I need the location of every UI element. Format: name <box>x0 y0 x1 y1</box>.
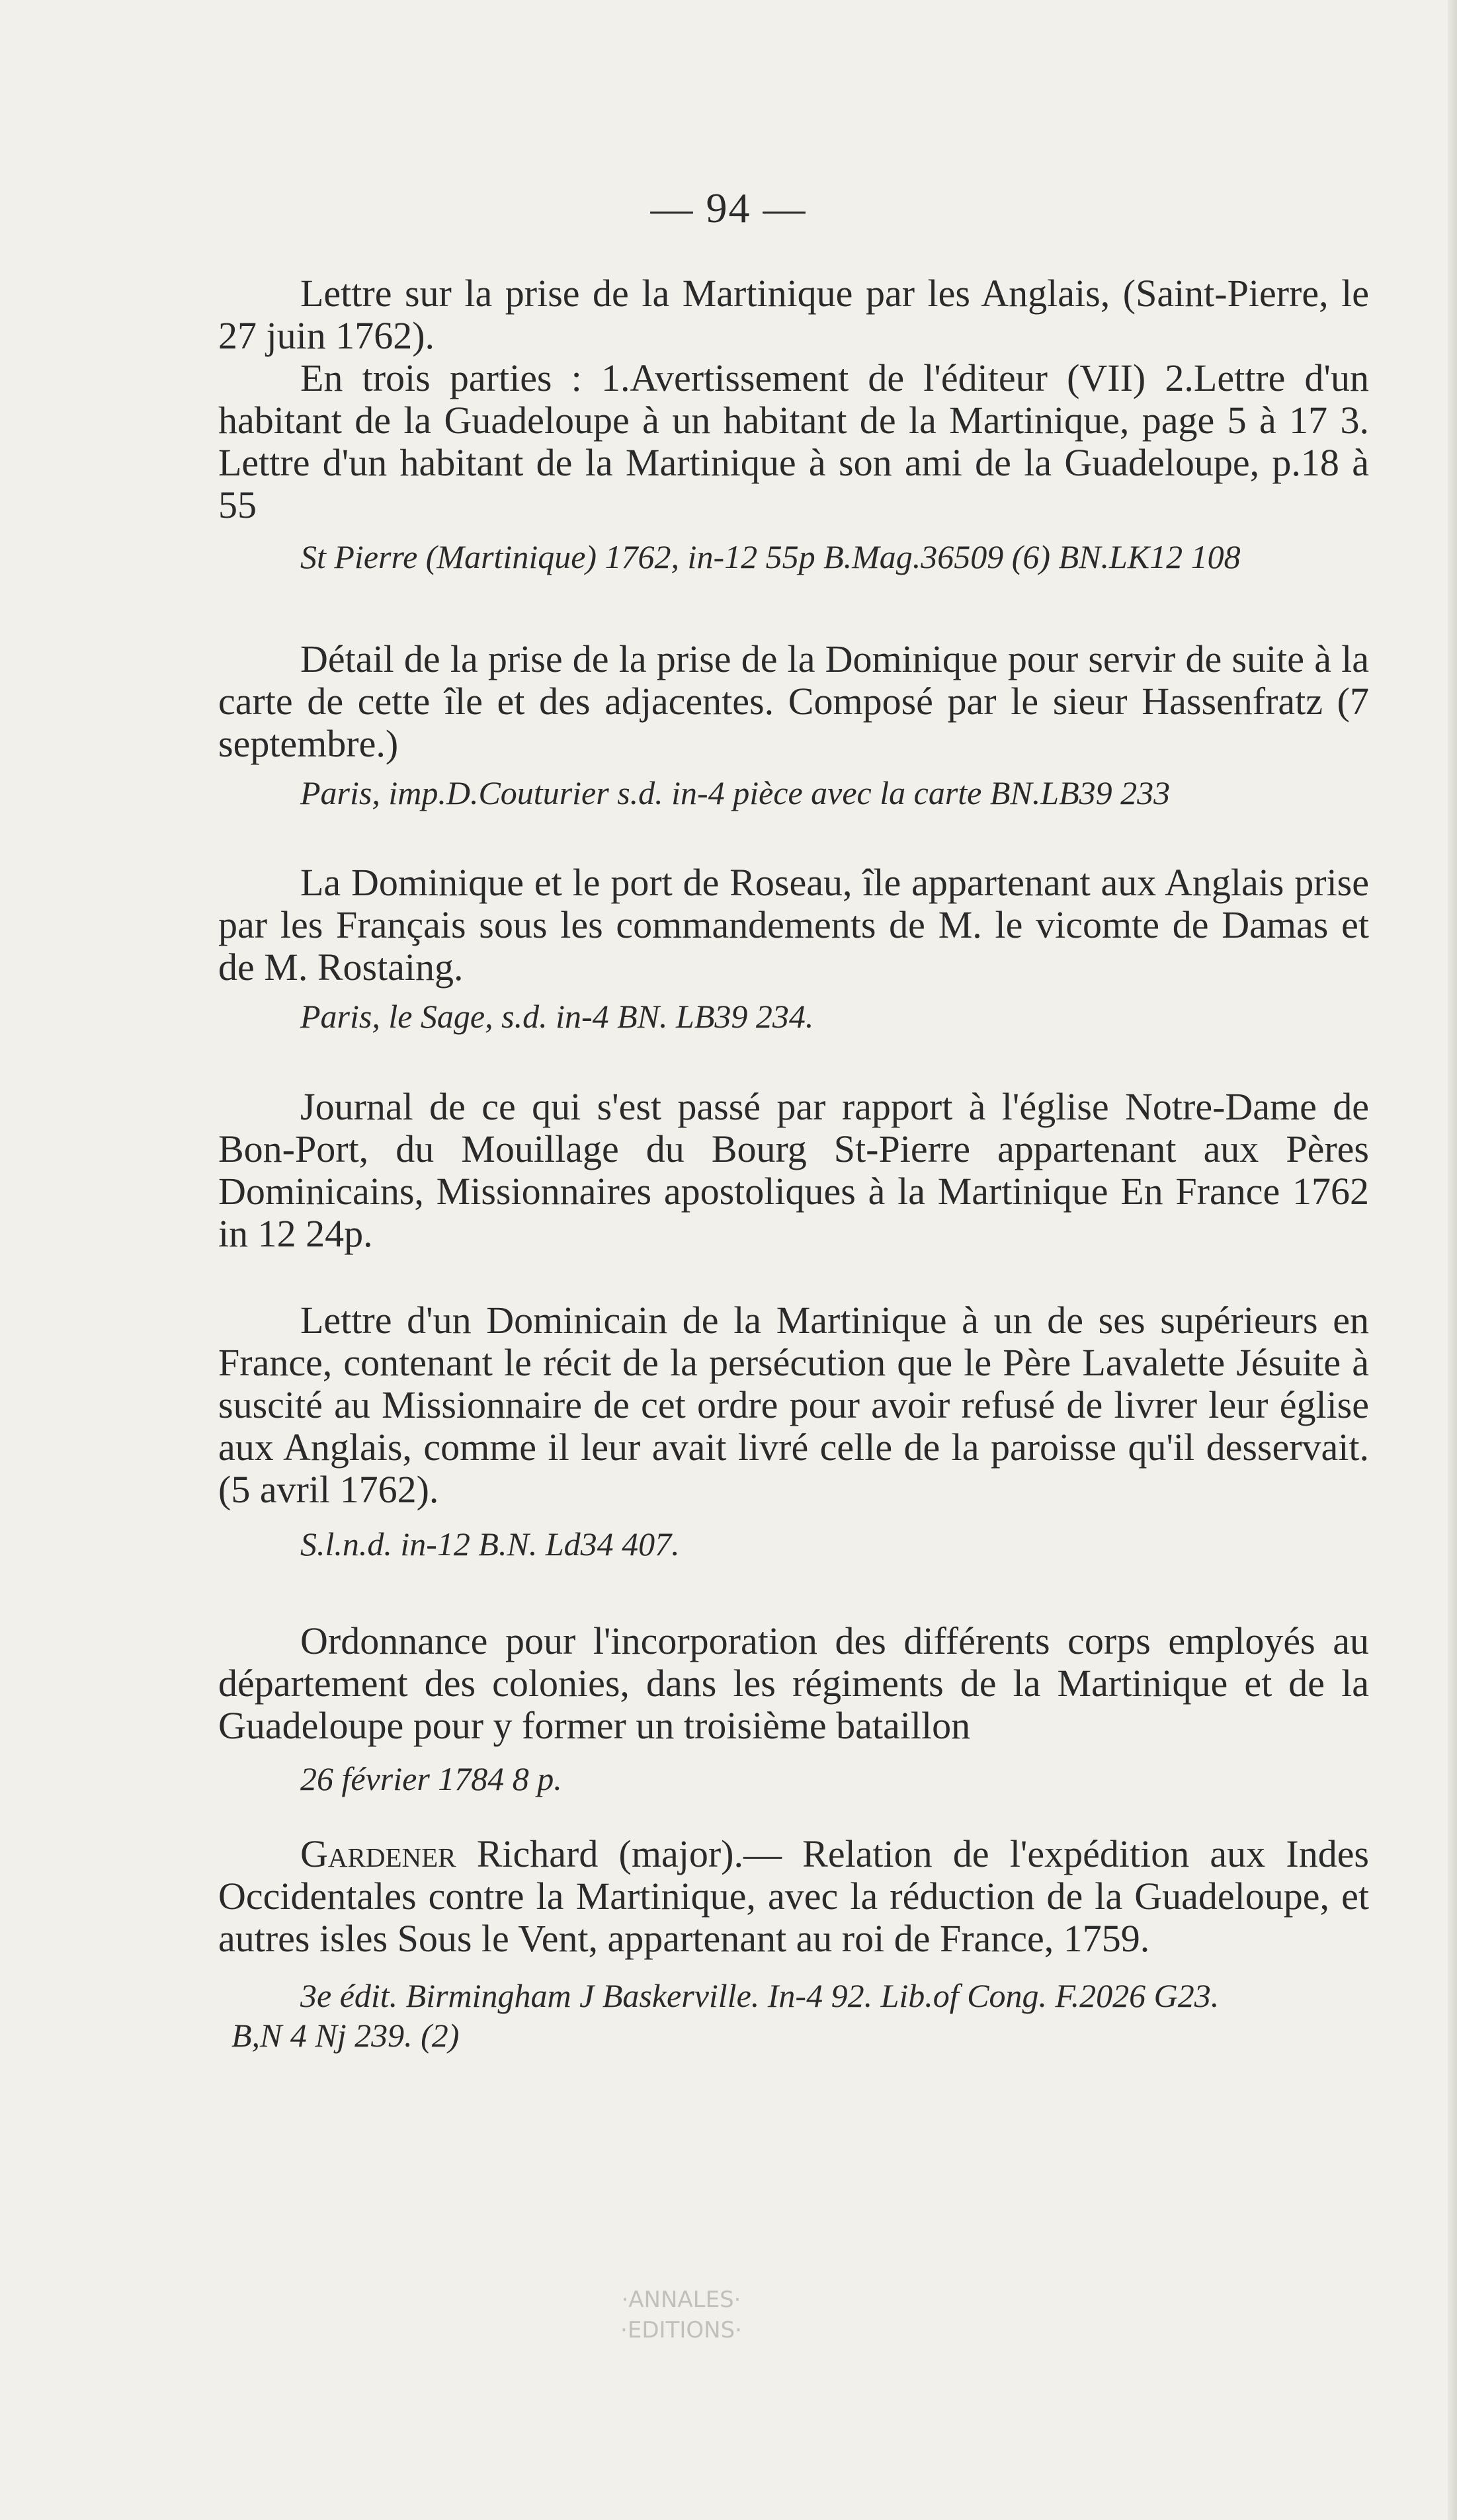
entry-2 <box>218 638 1369 813</box>
entry-7 <box>218 1833 1369 2055</box>
page-number: — 94 — <box>650 184 807 231</box>
stamp-line: ·ANNALES· <box>621 2287 741 2313</box>
entry-text-body: Richard (major).— Relation de l'expédition aux Indes Occidentales contre la Martinique, avec la réduction de la Guadeloupe, et autres isles Sous le Vent, appartenant au roi de France, 1759. <box>218 1832 1370 1960</box>
page-edge <box>1448 0 1457 2520</box>
entry-text <box>218 1833 1369 1960</box>
stamp-line: ·EDITIONS· <box>620 2317 742 2343</box>
entry-text: Lettre d'un Dominicain de la Martinique à un de ses supérieurs en France, contenant le récit de la persécution que le Père Lavalette Jésuite à suscité au Missionnaire de cet ordre pour avoir refusé de livrer leur église aux Anglais, comme il leur avait livré celle de la paroisse qu'il desservait. (5 avril 1762). <box>218 1299 1369 1511</box>
entry-citation: Paris, imp.D.Couturier s.d. in-4 pièce avec la carte BN.LB39 233 <box>300 774 1171 811</box>
entry-citation: St Pierre (Martinique) 1762, in-12 55p B.Mag.36509 (6) BN.LK12 108 <box>300 538 1241 575</box>
entry-citation: 3e édit. Birmingham J Baskerville. In-4 92. Lib.of Cong. F.2026 G23. <box>300 1977 1220 2014</box>
entry-citation: S.l.n.d. in-12 B.N. Ld34 407. <box>300 1525 680 1563</box>
entry-text: Détail de la prise de la prise de la Dominique pour servir de suite à la carte de cette île et des adjacentes. Composé par le sieur Hassenfratz (7 septembre.) <box>218 637 1369 765</box>
entry-text: La Dominique et le port de Roseau, île appartenant aux Anglais prise par les Français sous les commandements de M. le vicomte de Damas et de M. Rostaing. <box>218 861 1369 989</box>
entry-author: Gardener <box>300 1832 456 1875</box>
entry-text: En trois parties : 1.Avertissement de l'éditeur (VII) 2.Lettre d'un habitant de la Guadeloupe à un habitant de la Martinique, page 5 à 17 3. Lettre d'un habitant de la Martinique à son ami de la Guadeloupe, p.18 à 55 <box>218 356 1369 526</box>
entry-text: Ordonnance pour l'incorporation des différents corps employés au département des colonies, dans les régiments de la Martinique et de la Guadeloupe pour y former un troisième bataillon <box>218 1619 1369 1747</box>
entry-citation-line2: B,N 4 Nj 239. (2) <box>231 2017 460 2054</box>
entry-text: Journal de ce qui s'est passé par rapport à l'église Notre-Dame de Bon-Port, du Mouillage du Bourg St-Pierre appartenant aux Pères Dominicains, Missionnaires apostoliques à la Martinique En France 1762 in 12 24p. <box>218 1085 1369 1255</box>
entry-citation: 26 février 1784 8 p. <box>300 1760 562 1797</box>
entry-3 <box>218 862 1369 1036</box>
entry-citation: Paris, le Sage, s.d. in-4 BN. LB39 234. <box>300 998 814 1035</box>
entry-6 <box>218 1620 1369 1799</box>
library-stamp <box>529 2285 833 2364</box>
entry-1 <box>218 272 1369 577</box>
entry-4 <box>218 1086 1369 1255</box>
entry-5 <box>218 1299 1369 1564</box>
entry-text: Lettre sur la prise de la Martinique par les Anglais, (Saint-Pierre, le 27 juin 1762). <box>218 272 1369 357</box>
